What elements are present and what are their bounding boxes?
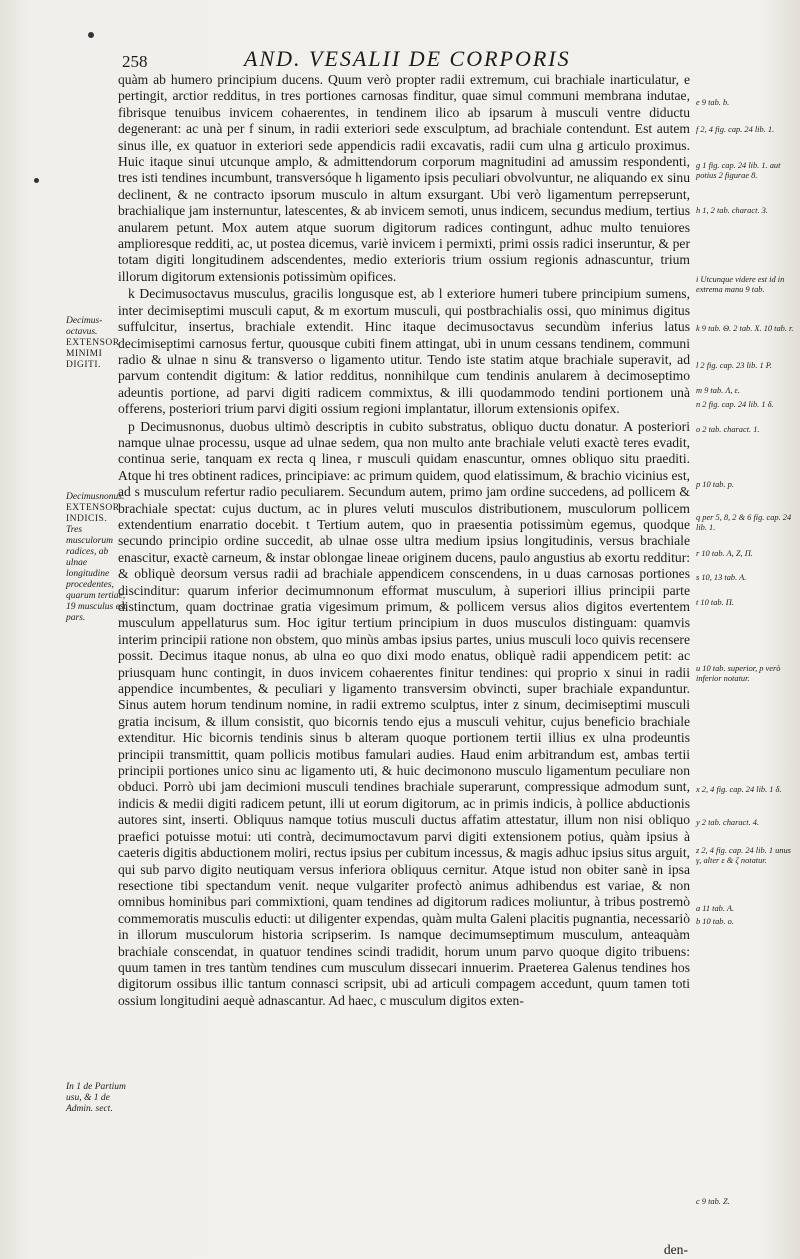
reference-note: o 2 tab. charact. 1.: [696, 425, 760, 434]
reference-note: i Utcunque videre est id in extrema manu 9 tab.: [696, 275, 785, 294]
reference-note: u 10 tab. superior, p verò inferior notatur.: [696, 664, 781, 683]
reference-note: e 9 tab. b.: [696, 98, 730, 107]
margin-note-caps: EXTENSOR MINIMI DIGITI.: [66, 338, 120, 370]
paragraph: k Decimusoctavus musculus, gracilis longusque est, ab l exteriore humeri tubere principium sumens, inter decimiseptimi musculi caput, & m exortum musculi, qui postbrachialis ossi, quo minimus digitus suffulcitur, insertus, brachiale extendit. Hinc itaque decimusoctavus secundùm inferius latus decimiseptimi carnosus fertur, quousque cubiti finem attingat, ubi in unum cessans tendinem, communi radio & ulnae n sinu & transverso o ligamento utitur. Tendo iste statim atque brachiale superavit, ad parvum contendit digitum: & latior redditus, nonnihilque cum tendinis anularem à decimoseptimo adeuntis portione, ad parvi digiti radicem commixtus, & illi quodammodo tendini portionem unà offerens, posteriori trium parvi digiti ossium regioni implantatur, illorum extensionis opifex.: [118, 286, 690, 417]
margin-note-text: In 1 de Partium usu, & 1 de Admin. sect.: [66, 1082, 126, 1114]
reference-note: l 2 fig. cap. 23 lib. 1 P.: [696, 361, 772, 370]
margin-note-caps: EXTENSOR INDICIS.: [66, 503, 120, 524]
margin-note: [66, 316, 128, 371]
reference-note: a 11 tab. A.: [696, 904, 735, 913]
margin-note: [66, 1082, 128, 1115]
reference-note: y 2 tab. charact. 4.: [696, 818, 760, 827]
page-header: [118, 46, 678, 72]
margin-note-title: Decimus-octavus.: [66, 316, 103, 337]
reference-note: g 1 fig. cap. 24 lib. 1. aut potius 2 figurae 8.: [696, 161, 781, 180]
reference-note: x 2, 4 fig. cap. 24 lib. 1 δ.: [696, 785, 782, 794]
page-number: 258: [122, 52, 148, 71]
reference-note: r 10 tab. A, Z, Π.: [696, 549, 753, 558]
margin-note: [66, 492, 128, 624]
margin-note-title: Decimusnonus.: [66, 492, 125, 502]
reference-note: s 10, 13 tab. A.: [696, 573, 747, 582]
margin-note-text: Tres musculorum radices, ab ulnae longitudine procedentes, quarum tertiae, 19 musculus est pars.: [66, 525, 127, 623]
ink-spot: [34, 178, 39, 183]
reference-note: q per 5, 8, 2 & 6 fig. cap. 24 lib. 1.: [696, 513, 792, 532]
reference-note: c 9 tab. Z.: [696, 1197, 730, 1206]
main-text: [118, 72, 690, 1009]
catchword: den-: [663, 1242, 688, 1257]
reference-note: p 10 tab. p.: [696, 480, 734, 489]
reference-note: m 9 tab. Λ, ε.: [696, 386, 740, 395]
reference-note: k 9 tab. Θ. 2 tab. X. 10 tab. r.: [696, 324, 794, 333]
reference-note: h 1, 2 tab. charact. 3.: [696, 206, 768, 215]
reference-note: n 2 fig. cap. 24 lib. 1 δ.: [696, 400, 774, 409]
reference-note: t 10 tab. Π.: [696, 598, 734, 607]
ink-spot: [88, 32, 94, 38]
reference-note: f 2, 4 fig. cap. 24 lib. 1.: [696, 125, 775, 134]
running-title: AND. VESALII DE CORPORIS: [244, 46, 571, 71]
reference-note: z 2, 4 fig. cap. 24 lib. 1 unus γ, alter ε & ζ notatur.: [696, 846, 791, 865]
paragraph: p Decimusnonus, duobus ultimò descriptis in cubito substratus, obliquo ductu donatur. A posteriori namque ulnae processu, usque ad ulnae sedem, qua non multo ante brachiale veluti exactè teres evadit, continua serie, tanquam ex recta q linea, r musculi quidam enascuntur, omnes obliquo situ praediti. Atque hi tres obtinent radices, principiave: ac primum quidem, quod elatissimum, & brachio vicinius est, ad s musculum refertur radio peculiarem. Secundum autem, primo jam ordine succedens, ad pollicem & brachiale spectat: cujus ductum, ac in plures veluti musculos distributionem, musculorum pollicem extendentium enarratio docebit. t Tertium autem, quo in praesentia potissimùm egemus, quodque secundo principio ordine succedit, ab ulnae osse ultra medium ipsius longitudinis, versus brachiale enascitur, exactè carneum, & instar oblongae lineae originem ducens, paulo angustius ab exortu redditur: & obliquè deorsum versus radii ad brachiale appendicem conscendens, in u duas carnosas portiones discinditur: quarum inferior decimumnonum efformat musculum, à superiori illius principii parte distinctum, quam doctrinae gratia vigesimum primum, & pollicem versus alios digitos evertentem musculum appellaturus sum. Hoc igitur tertium principium in duos musculos distinguam: quamvis interim principii ratione non obstem, quo minùs ambas ipsius partes, unius musculi loco quivis recensere possit. Decimus itaque nonus, ab ulna eo quo dixi modo enatus, obliquè radii appendicem petit: ac priusquam hunc contingit, in duos invicem cohaerentes finitur tendines: qui proprio x sinui in radii appendice incumbentes, & peculiari y ligamento transversim obvincti, super brachiale expanduntur. Sinus autem horum tendinum nomine, in radii extremo sculptus, inter z sinum, decimiseptimi musculi gratia incisum, & illum consistit, quo bicornis tendo ejus a musculi vehitur, cujus beneficio brachiale extenditur. Hic bicornis tendinis sinus b alteram quoque portionem tertii illius ex ulna prodeuntis principii transmittit, quam pollicis motibus famulari audies. Haud enim arbitrandum est, ambas tertii principii portiones unico sinu ac ligamento uti, & huic decimonono musculo ligamentum peculiare non obduci. Porrò ubi jam decimioni musculi tendines brachiale superarunt, compressique admodum sunt, indicis & medii digiti radicem petunt, illi ut eorum digitorum, ac in primis indicis, à pollice abductionis autores sint, inserti. Obliquus namque totius musculi ductus affatim attestatur, illum non nisi obliquo praefici potuisse motui: uti contrà, decimumoctavum parvi digiti extensionem potius, quàm ipsius à caeteris digitis abductionem moliri, rectus ipsius per cubitum incessus, & magis adhuc ipsius situs arguit, qui sub parvo digito neutiquam versus inferiora obliquus cernitur. Atque istud non obiter sanè in ipsa resectione tibi spectandum venit. neque vulgariter profectò animus adhibendus est variae, & non omnibus hominibus pari commixtioni, quam tendines ad digitorum radices moliuntur, à tribus postremò commemoratis musculis educti: ut diligenter expendas, quàm multa Galeni placitis pugnantia, necessariò in illorum musculorum historia scripserim. Is namque decimumseptimum musculum, anteaquàm brachiale conscendat, in quatuor tendines scindi tradidit, horum unum parvo quoque digito tribuens: quum tamen in tres tantùm tendines cum musculum dissecari innuerim. Praeterea Galenus tendines hos digitorum ossibus illic tantum connasci scripsit, ubi ad articuli compagem accedunt, quum tamen toti ossium longitudini aequè adnascantur. Ad haec, c musculum digitos exten-: [118, 418, 690, 1008]
reference-note: b 10 tab. o.: [696, 917, 734, 926]
paragraph: quàm ab humero principium ducens. Quum verò propter radii extremum, cui brachiale inarticulatur, e pertingit, arctior redditus, in tres portiones carnosas finditur, quae simul communi membrana indutae, fibrisque tenuibus invicem cohaerentes, in tendinem ilico ab ipsarum à musculi ventre diductu degenerant: ac unà per f sinum, in radii exteriori sede exsculptum, ad brachiale contendunt. Est autem sinus ille, ex quatuor in exteriori sede appendicis radii excavatis, radii cum ulna g articulo proximus. Huic itaque sinui utcunque amplo, & admittendorum corporum magnitudini ad amussim respondenti, tres isti tendines incumbunt, transversóque h ligamento ipsis peculiari obvolvuntur, ne aliquando ex sinu declinent, & ne contracto ipsorum musculo in altum exsurgant. Ubi verò ligamentum perrepserunt, brachialique jam insternuntur, latescentes, & ab invicem semoti, unus indicem, secundus medium, tertius anularem petunt. Mox autem atque suorum digitorum radices contingunt, adhuc multo tenuiores amplioresque redditi, ac, ut postea dicemus, variè invicem i permixti, primi ossis radici inseruntur, & per totam digiti longitudinem adscendentes, medio exterioris trium ossium regionis adnascuntur, trium illorum digitorum extensionis potissimùm opifices.: [118, 72, 690, 284]
